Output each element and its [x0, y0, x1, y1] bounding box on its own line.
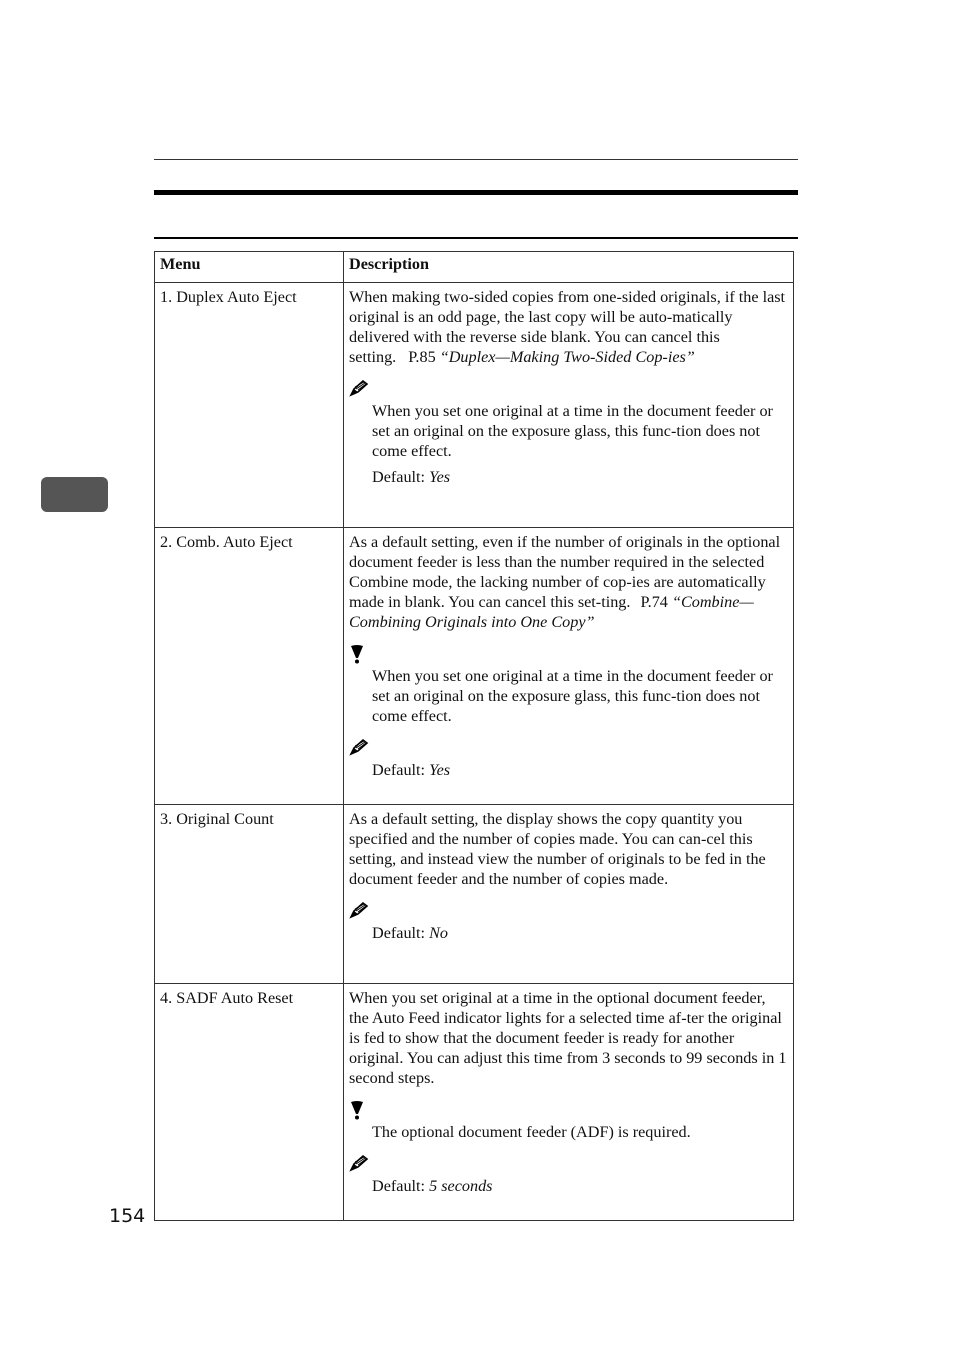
note-text: When you set one original at a time in the document feeder or set an original on the exposure glass, this func-tion does not come effect. — [372, 402, 773, 460]
description-text: When making two-sided copies from one-sided originals, if the last original is an odd page, the last copy will be auto-matically delivered with the reverse side blank. You can cancel this setting. — [349, 288, 786, 366]
table-row — [155, 528, 794, 805]
note-pencil-icon — [349, 379, 369, 397]
important-icon — [349, 1100, 365, 1120]
settings-table — [154, 251, 794, 1221]
important-block — [349, 1098, 788, 1122]
note-block — [349, 1152, 788, 1176]
menu-cell: 4. SADF Auto Reset — [155, 984, 344, 1221]
note-block — [349, 899, 788, 923]
default-setting: Default: Yes — [372, 468, 451, 486]
description-text: As a default setting, the display shows the copy quantity you specified and the number of copies made. You can can-cel this setting, and instead view the number of originals to be fed in the document feeder and the number of copies made. — [349, 810, 766, 888]
note-block — [349, 736, 788, 760]
table-row — [155, 805, 794, 984]
important-text: The optional document feeder (ADF) is required. — [372, 1123, 691, 1141]
description-text: When you set original at a time in the optional document feeder, the Auto Feed indicator lights for a selected time af-ter the original is fed to show that the document feeder is ready for another original. You can adjust this time from 3 seconds to 99 seconds in 1 second steps. — [349, 989, 787, 1087]
menu-cell: 3. Original Count — [155, 805, 344, 984]
default-value: Yes — [429, 761, 451, 779]
description-cell — [344, 283, 794, 528]
page-reference: P.85 — [408, 348, 436, 366]
note-block — [349, 377, 788, 401]
page-number: 154 — [109, 1205, 146, 1227]
table-header-row — [155, 252, 794, 283]
important-text: When you set one original at a time in the document feeder or set an original on the exposure glass, this func-tion does not come effect. — [372, 667, 773, 725]
menu-cell: 2. Comb. Auto Eject — [155, 528, 344, 805]
table-row — [155, 283, 794, 528]
default-value: 5 seconds — [429, 1177, 493, 1195]
menu-cell: 1. Duplex Auto Eject — [155, 283, 344, 528]
header-rule-thick — [154, 190, 798, 195]
reference-title: “Combine—Combining Originals into One Copy” — [349, 593, 754, 631]
default-value: No — [429, 924, 448, 942]
note-pencil-icon — [349, 901, 369, 919]
description-cell — [344, 984, 794, 1221]
important-block — [349, 642, 788, 666]
header-rule-thin — [154, 159, 798, 160]
description-cell — [344, 805, 794, 984]
description-text: As a default setting, even if the number of originals in the optional document feeder is less than the number required in the selected Combine mode, the lacking number of cop-ies are automatically made in blank. You can cancel this set-ting. — [349, 533, 781, 611]
table-row — [155, 984, 794, 1221]
default-setting: Default: No — [372, 924, 448, 942]
important-icon — [349, 644, 365, 664]
default-value: Yes — [429, 468, 451, 486]
header-menu: Menu — [155, 252, 344, 283]
page-reference: P.74 — [640, 593, 668, 611]
reference-title: “Duplex—Making Two-Sided Cop-ies” — [439, 348, 695, 366]
section-rule — [154, 237, 798, 239]
note-pencil-icon — [349, 1154, 369, 1172]
header-description: Description — [344, 252, 794, 283]
chapter-tab — [41, 477, 108, 512]
default-setting: Default: Yes — [372, 761, 451, 779]
note-pencil-icon — [349, 738, 369, 756]
default-setting: Default: 5 seconds — [372, 1177, 493, 1195]
description-cell — [344, 528, 794, 805]
